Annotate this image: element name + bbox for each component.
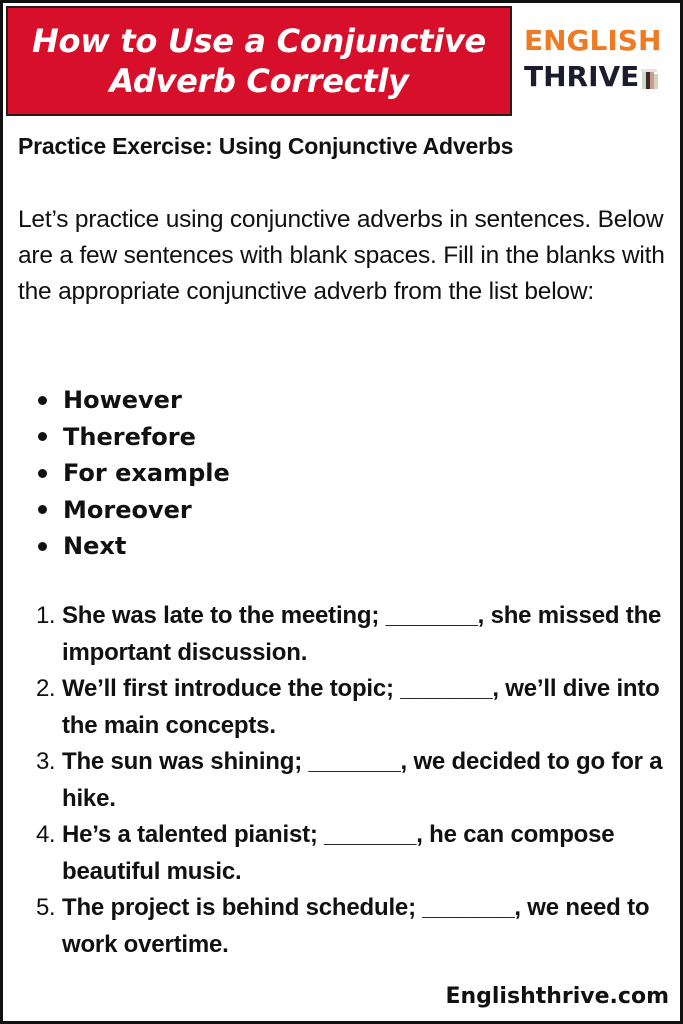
english-thrive-logo: [524, 24, 674, 104]
exercise-number: 1.: [36, 602, 56, 629]
logo-bottom-text: THRIVE: [524, 60, 640, 93]
adverb-item: [38, 419, 230, 456]
exercise-item: [36, 890, 676, 963]
exercise-item: [36, 817, 676, 890]
title-line-2: Adverb Correctly: [109, 62, 409, 100]
adverb-item: [38, 528, 230, 565]
intro-paragraph: Let’s practice using conjunctive adverbs in sentences. Below are a few sentences with blank spaces. Fill in the blanks with the appropriate conjunctive adverb from the list below:: [18, 206, 665, 305]
bullet-icon: [38, 396, 47, 405]
bullet-icon: [38, 469, 47, 478]
logo-bottom: [524, 60, 674, 94]
adverb-item: [38, 382, 230, 419]
exercise-number: 3.: [36, 748, 56, 775]
adverb-list: [38, 382, 230, 565]
exercise-sentence: She was late to the meeting; _______, she missed the important discussion.: [62, 602, 662, 666]
title-line-1: How to Use a Conjunctive: [32, 22, 486, 60]
exercise-number: 2.: [36, 675, 56, 702]
footer-website: Englishthrive.com: [445, 984, 669, 1009]
section-heading: Practice Exercise: Using Conjunctive Adverbs: [18, 133, 514, 159]
adverb-label: However: [63, 386, 182, 415]
adverb-label: Therefore: [63, 422, 196, 451]
exercise-sentence: We’ll first introduce the topic; _______, we’ll dive into the main concepts.: [62, 675, 660, 739]
bullet-icon: [38, 505, 47, 514]
title-banner: [6, 6, 512, 116]
books-icon: [641, 68, 659, 90]
adverb-label: For example: [63, 459, 230, 488]
exercise-list: [36, 598, 676, 963]
bullet-icon: [38, 432, 47, 441]
adverb-label: Moreover: [63, 495, 192, 524]
exercise-number: 4.: [36, 821, 56, 848]
exercise-item: [36, 671, 676, 744]
adverb-label: Next: [63, 532, 127, 561]
exercise-sentence: He’s a talented pianist; _______, he can compose beautiful music.: [62, 821, 615, 885]
exercise-sentence: The sun was shining; _______, we decided to go for a hike.: [62, 748, 663, 812]
exercise-sentence: The project is behind schedule; _______, we need to work overtime.: [62, 894, 650, 958]
logo-top-text: ENGLISH: [524, 24, 662, 57]
adverb-item: [38, 492, 230, 529]
bullet-icon: [38, 542, 47, 551]
adverb-item: [38, 455, 230, 492]
exercise-item: [36, 598, 676, 671]
exercise-number: 5.: [36, 894, 56, 921]
exercise-item: [36, 744, 676, 817]
